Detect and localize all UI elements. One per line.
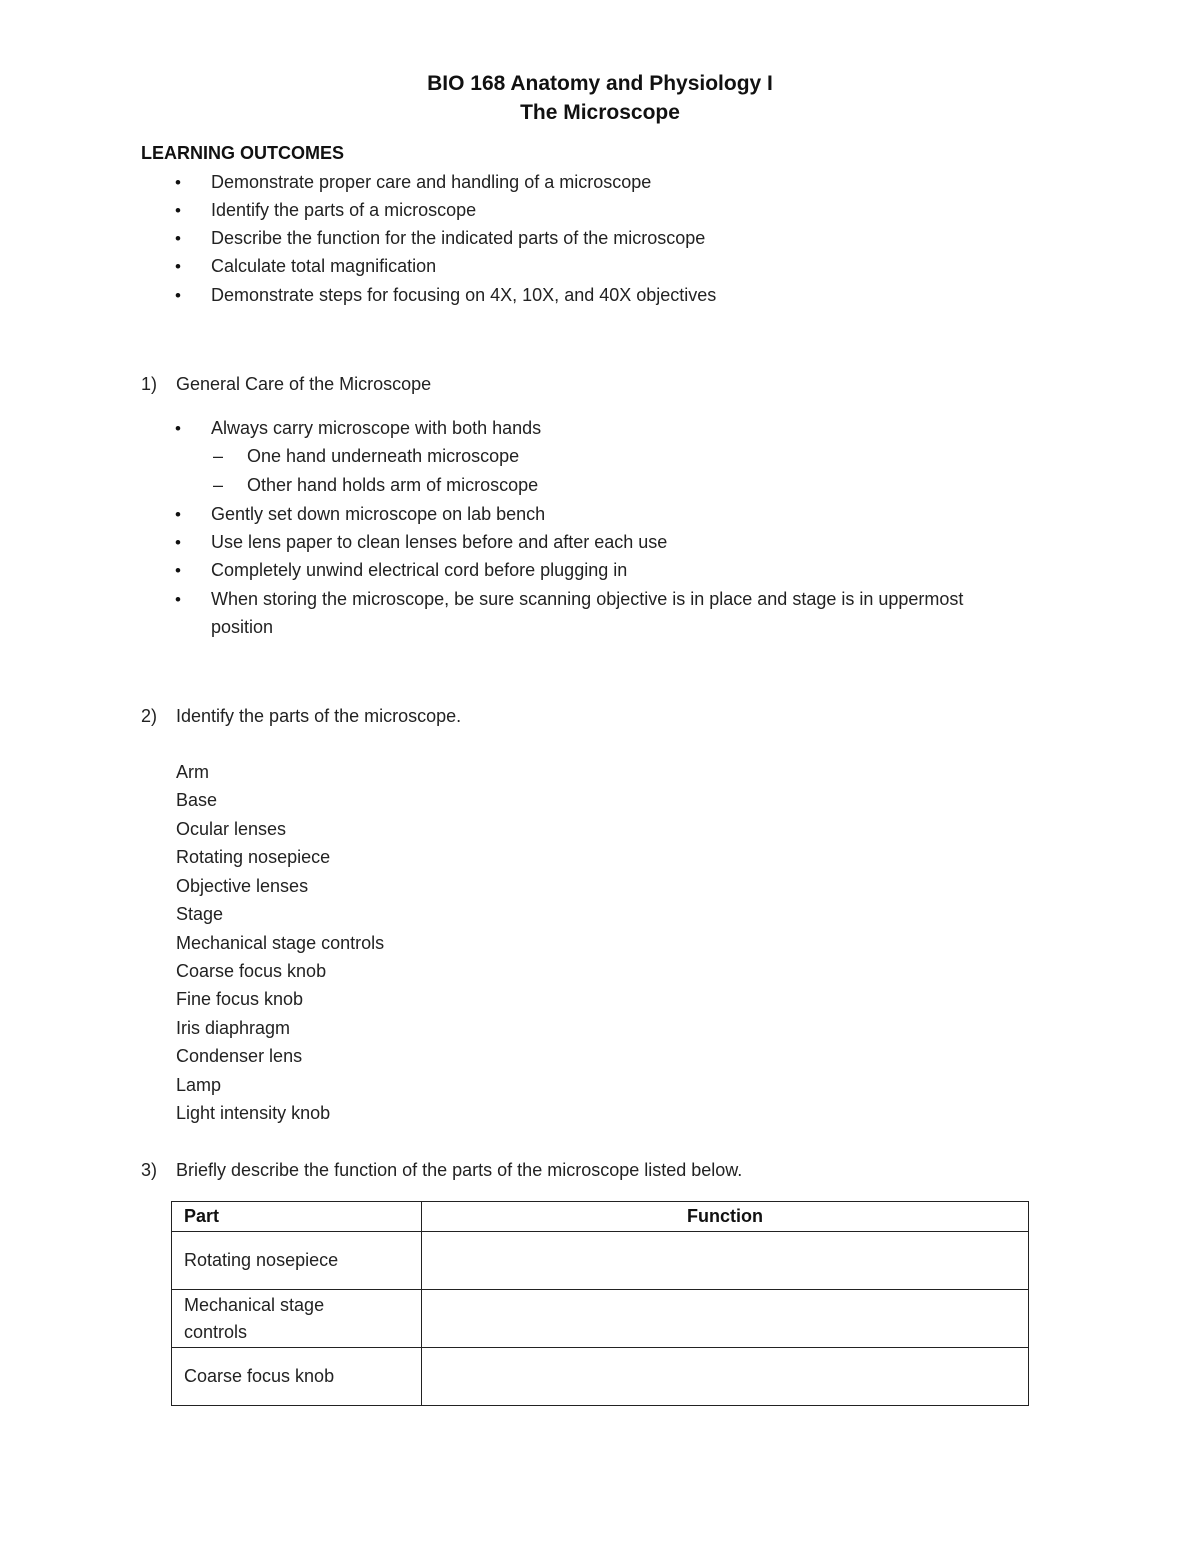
part-name: Light intensity knob — [176, 1103, 331, 1123]
section-1-number: 1) — [141, 374, 158, 394]
part-cell-line: Mechanical stage — [184, 1294, 325, 1315]
part-name: Iris diaphragm — [176, 1018, 291, 1038]
list-item: Completely unwind electrical cord before plugging in — [211, 560, 628, 580]
part-name: Objective lenses — [176, 876, 309, 896]
sub-list-item: Other hand holds arm of microscope — [247, 475, 539, 495]
table-row — [172, 1232, 1029, 1290]
part-name: Ocular lenses — [176, 819, 287, 839]
column-header-function: Function — [422, 1202, 1029, 1232]
function-cell[interactable] — [422, 1290, 1029, 1348]
list-item: Always carry microscope with both hands — [211, 418, 542, 438]
dash-icon: – — [213, 446, 224, 466]
table-row — [172, 1290, 1029, 1348]
part-name: Arm — [176, 762, 209, 782]
list-item: Demonstrate proper care and handling of a microscope — [211, 172, 652, 192]
part-cell-line: controls — [184, 1321, 248, 1342]
list-item: Describe the function for the indicated parts of the microscope — [211, 228, 706, 248]
column-header-part: Part — [172, 1202, 422, 1232]
part-name: Coarse focus knob — [176, 961, 327, 981]
part-cell: Rotating nosepiece — [172, 1232, 422, 1290]
bullet-icon: • — [175, 561, 181, 580]
dash-icon: – — [213, 475, 224, 495]
bullet-icon: • — [175, 286, 181, 305]
function-cell[interactable] — [422, 1232, 1029, 1290]
page-subtitle: The Microscope — [520, 101, 680, 124]
list-item: When storing the microscope, be sure scanning objective is in place and stage is in uppermost — [211, 589, 964, 609]
bullet-icon: • — [175, 257, 181, 276]
part-name: Base — [176, 790, 218, 810]
list-item: Gently set down microscope on lab bench — [211, 504, 546, 524]
list-item: Calculate total magnification — [211, 256, 437, 276]
function-cell[interactable] — [422, 1348, 1029, 1406]
bullet-icon: • — [175, 173, 181, 192]
part-cell — [172, 1290, 422, 1348]
section-2-title: Identify the parts of the microscope. — [176, 706, 462, 726]
section-1-title: General Care of the Microscope — [176, 374, 432, 394]
section-3-number: 3) — [141, 1160, 158, 1180]
section-3-title: Briefly describe the function of the parts of the microscope listed below. — [176, 1160, 743, 1180]
part-name: Stage — [176, 904, 224, 924]
list-item: Use lens paper to clean lenses before and after each use — [211, 532, 668, 552]
bullet-icon: • — [175, 229, 181, 248]
part-name: Mechanical stage controls — [176, 933, 385, 953]
bullet-icon: • — [175, 505, 181, 524]
part-name: Fine focus knob — [176, 989, 304, 1009]
learning-outcomes-heading: LEARNING OUTCOMES — [141, 143, 345, 163]
bullet-icon: • — [175, 201, 181, 220]
bullet-icon: • — [175, 419, 181, 438]
bullet-icon: • — [175, 590, 181, 609]
bullet-icon: • — [175, 533, 181, 552]
part-name: Rotating nosepiece — [176, 847, 331, 867]
part-cell: Coarse focus knob — [172, 1348, 422, 1406]
page-title: BIO 168 Anatomy and Physiology I — [427, 72, 773, 95]
function-table — [171, 1201, 1029, 1406]
part-name: Lamp — [176, 1075, 222, 1095]
section-2-number: 2) — [141, 706, 158, 726]
table-row — [172, 1348, 1029, 1406]
list-item: Demonstrate steps for focusing on 4X, 10X, and 40X objectives — [211, 285, 717, 305]
part-name: Condenser lens — [176, 1046, 303, 1066]
list-item: Identify the parts of a microscope — [211, 200, 477, 220]
table-header-row — [172, 1202, 1029, 1232]
list-item-continuation: position — [211, 617, 274, 637]
sub-list-item: One hand underneath microscope — [247, 446, 520, 466]
